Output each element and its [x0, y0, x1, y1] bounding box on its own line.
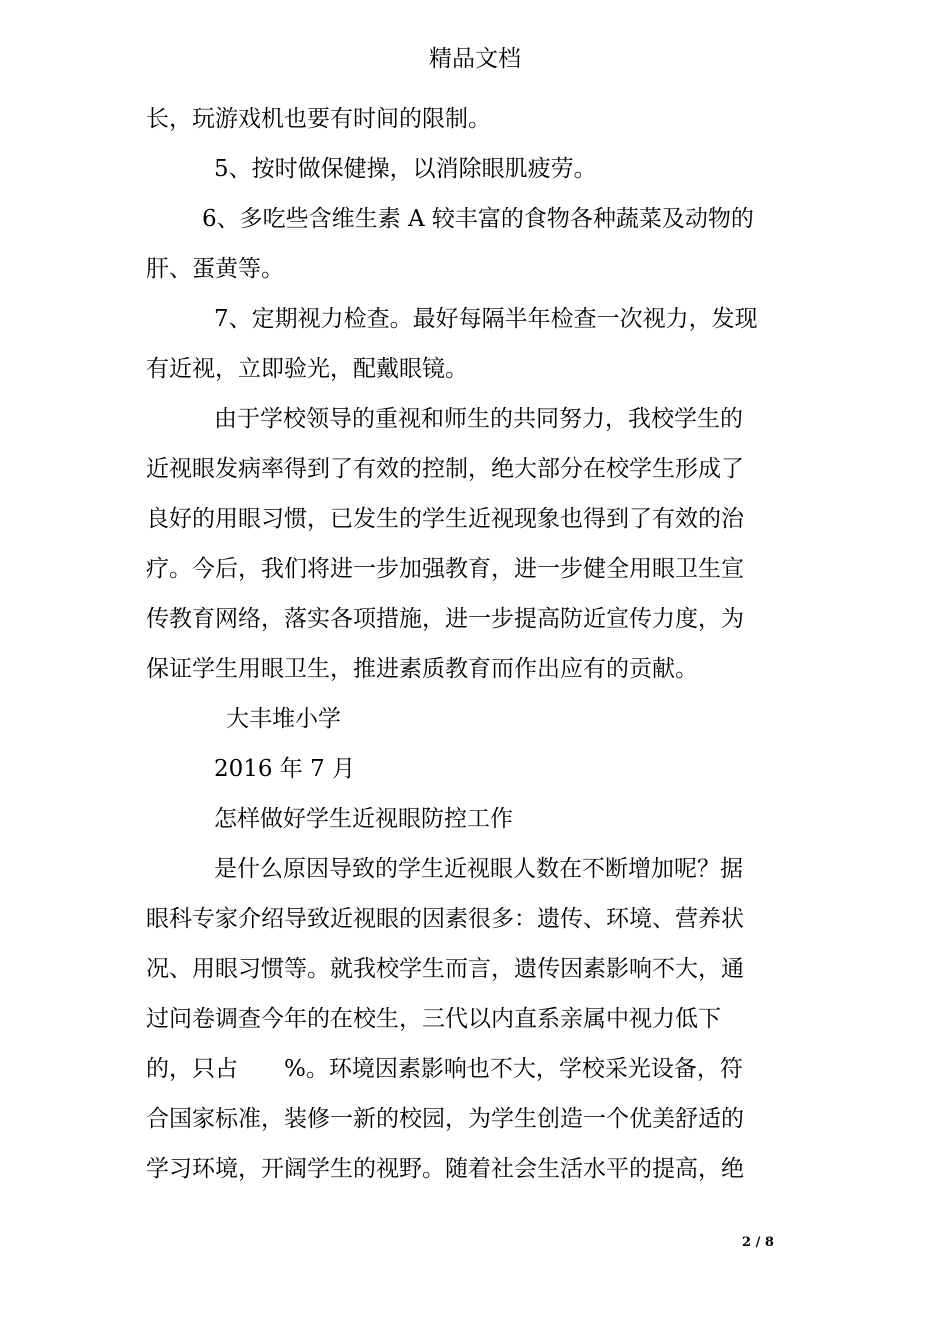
body-line: 合国家标准，装修一新的校园，为学生创造一个优美舒适的: [146, 1106, 744, 1132]
body-line: 长，玩游戏机也要有时间的限制。: [146, 106, 491, 132]
body-line: 况、用眼习惯等。就我校学生而言，遗传因素影响不大，通: [146, 956, 744, 982]
body-line: 疗。今后，我们将进一步加强教育，进一步健全用眼卫生宣: [146, 556, 744, 582]
body-line: 保证学生用眼卫生，推进素质教育而作出应有的贡献。: [146, 656, 698, 682]
section-title: 怎样做好学生近视眼防控工作: [214, 806, 513, 832]
page-header: 精品文档: [429, 46, 521, 72]
body-line: 5、按时做保健操，以消除眼肌疲劳。: [214, 156, 597, 182]
body-line: 肝、蛋黄等。: [146, 256, 284, 282]
signature-school: 大丰堆小学: [226, 706, 341, 732]
body-line: 6、多吃些含维生素 A 较丰富的食物各种蔬菜及动物的: [202, 206, 754, 232]
body-line: 7、定期视力检查。最好每隔半年检查一次视力，发现: [214, 306, 758, 332]
signature-date: 2016 年 7 月: [214, 756, 356, 782]
body-line: 眼科专家介绍导致近视眼的因素很多：遗传、环境、营养状: [146, 906, 744, 932]
body-line: 的，只占 %。环境因素影响也不大，学校采光设备，符: [146, 1056, 743, 1082]
body-line: 过问卷调查今年的在校生，三代以内直系亲属中视力低下: [146, 1006, 721, 1032]
body-line: 近视眼发病率得到了有效的控制，绝大部分在校学生形成了: [146, 456, 744, 482]
body-line: 良好的用眼习惯，已发生的学生近视现象也得到了有效的治: [146, 506, 744, 532]
body-line: 学习环境，开阔学生的视野。随着社会生活水平的提高，绝: [146, 1156, 744, 1182]
page-number: 2 / 8: [742, 1235, 774, 1250]
body-line: 传教育网络，落实各项措施，进一步提高防近宣传力度，为: [146, 606, 744, 632]
body-line: 由于学校领导的重视和师生的共同努力，我校学生的: [214, 406, 743, 432]
body-line: 是什么原因导致的学生近视眼人数在不断增加呢？据: [214, 856, 743, 882]
body-line: 有近视，立即验光，配戴眼镜。: [146, 356, 468, 382]
